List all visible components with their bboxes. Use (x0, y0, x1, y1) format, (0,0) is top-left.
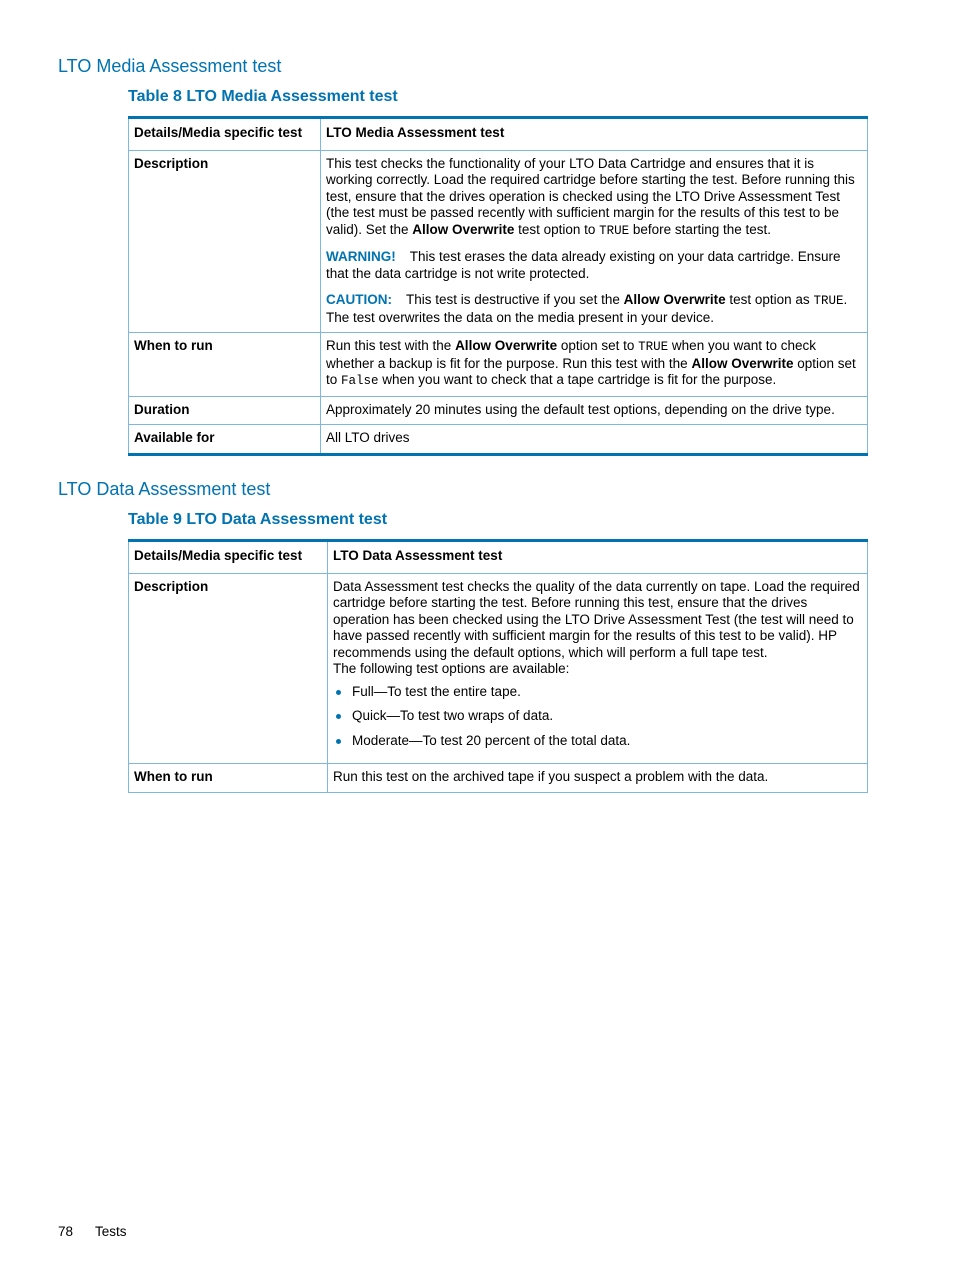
text-run: test option to (514, 221, 600, 237)
table-row-description (129, 573, 868, 764)
caution-label: CAUTION: (326, 292, 392, 307)
table-row-description (129, 150, 868, 333)
bold-option-name: Allow Overwrite (691, 355, 794, 371)
table-row-when-to-run (129, 764, 868, 793)
text-run: when you want to check whether a backup is fit for the purpose. Run this test with the (326, 338, 817, 371)
data-assessment-table (128, 539, 868, 793)
table-row-available-for (129, 425, 868, 455)
list-item: Full—To test the entire tape. (333, 684, 862, 701)
text-run: option set to (326, 355, 856, 387)
description-paragraph (326, 156, 862, 240)
text-run: . The test overwrites the data on the media present in your device. (326, 292, 848, 325)
warning-label: WARNING! (326, 249, 396, 264)
row-label-available-for: Available for (129, 425, 321, 455)
row-value-when-to-run: Run this test on the archived tape if you suspect a problem with the data. (328, 764, 868, 793)
row-label-when-to-run: When to run (129, 764, 328, 793)
bold-option-name: Allow Overwrite (623, 292, 726, 307)
list-item: Moderate—To test 20 percent of the total data. (333, 733, 862, 750)
bold-option-name: Allow Overwrite (412, 221, 515, 237)
row-label-description: Description (129, 150, 321, 333)
row-label-when-to-run: When to run (129, 333, 321, 397)
bold-option-name: Allow Overwrite (455, 338, 558, 353)
text-run: before starting the test. (629, 221, 771, 237)
table-row-duration (129, 396, 868, 425)
row-value-description (328, 573, 868, 764)
row-label-duration: Duration (129, 396, 321, 425)
row-value-duration: Approximately 20 minutes using the default test options, depending on the drive type. (321, 396, 868, 425)
test-options-list (333, 684, 862, 750)
media-assessment-table (128, 116, 868, 456)
header-cell-details: Details/Media specific test (129, 541, 328, 574)
header-cell-test: LTO Media Assessment test (321, 118, 868, 151)
table-caption-9: Table 9 LTO Data Assessment test (128, 511, 388, 528)
text-run: option set to (557, 338, 639, 353)
warning-note (326, 249, 862, 282)
text-run: This test is destructive if you set the (406, 292, 624, 307)
table-header-row (129, 118, 868, 151)
description-paragraph: Data Assessment test checks the quality of the data currently on tape. Load the required cartridge before starting the test. Before running this test, ensure that the drives operation has been checked using the LTO Drive Assessment Test (the test will need to have passed recently with sufficient margin for the results of this test to be valid). HP recommends using the default options, which will perform a full tape test. (333, 578, 860, 660)
table-header-row (129, 541, 868, 574)
code-value: TRUE (813, 294, 844, 308)
section-heading-data-assessment: LTO Data Assessment test (58, 479, 271, 499)
table-caption-8: Table 8 LTO Media Assessment test (128, 88, 398, 105)
header-cell-test: LTO Data Assessment test (328, 541, 868, 574)
warning-text: This test erases the data already existing on your data cartridge. Ensure that the data cartridge is not write protected. (326, 249, 841, 281)
row-value-when-to-run (321, 333, 868, 397)
text-run: Run this test with the (326, 338, 456, 353)
page-number: 78 (58, 1224, 74, 1239)
section-heading-media-assessment: LTO Media Assessment test (58, 56, 282, 76)
header-cell-details: Details/Media specific test (129, 118, 321, 151)
row-value-available-for: All LTO drives (321, 425, 868, 455)
text-run: test option as (725, 292, 814, 307)
text-run: This test checks the functionality of your LTO Data Cartridge and ensures that it is working correctly. Load the required cartridge before starting the test. Before running this test, ensure that the drives operation is checked using the LTO Drive Assessment Test (the test must be passed recently with sufficient margin for the results of this test to be valid). Set the (326, 155, 855, 237)
page-footer (58, 1224, 127, 1239)
code-value: TRUE (599, 223, 630, 238)
row-value-description (321, 150, 868, 333)
row-label-description: Description (129, 573, 328, 764)
options-intro: The following test options are available: (333, 661, 570, 676)
caution-note (326, 292, 862, 326)
text-run: when you want to check that a tape cartridge is fit for the purpose. (378, 372, 777, 387)
list-item: Quick—To test two wraps of data. (333, 708, 862, 725)
code-value: False (341, 374, 379, 388)
footer-title: Tests (95, 1224, 127, 1239)
table-row-when-to-run (129, 333, 868, 397)
code-value: TRUE (638, 340, 669, 354)
